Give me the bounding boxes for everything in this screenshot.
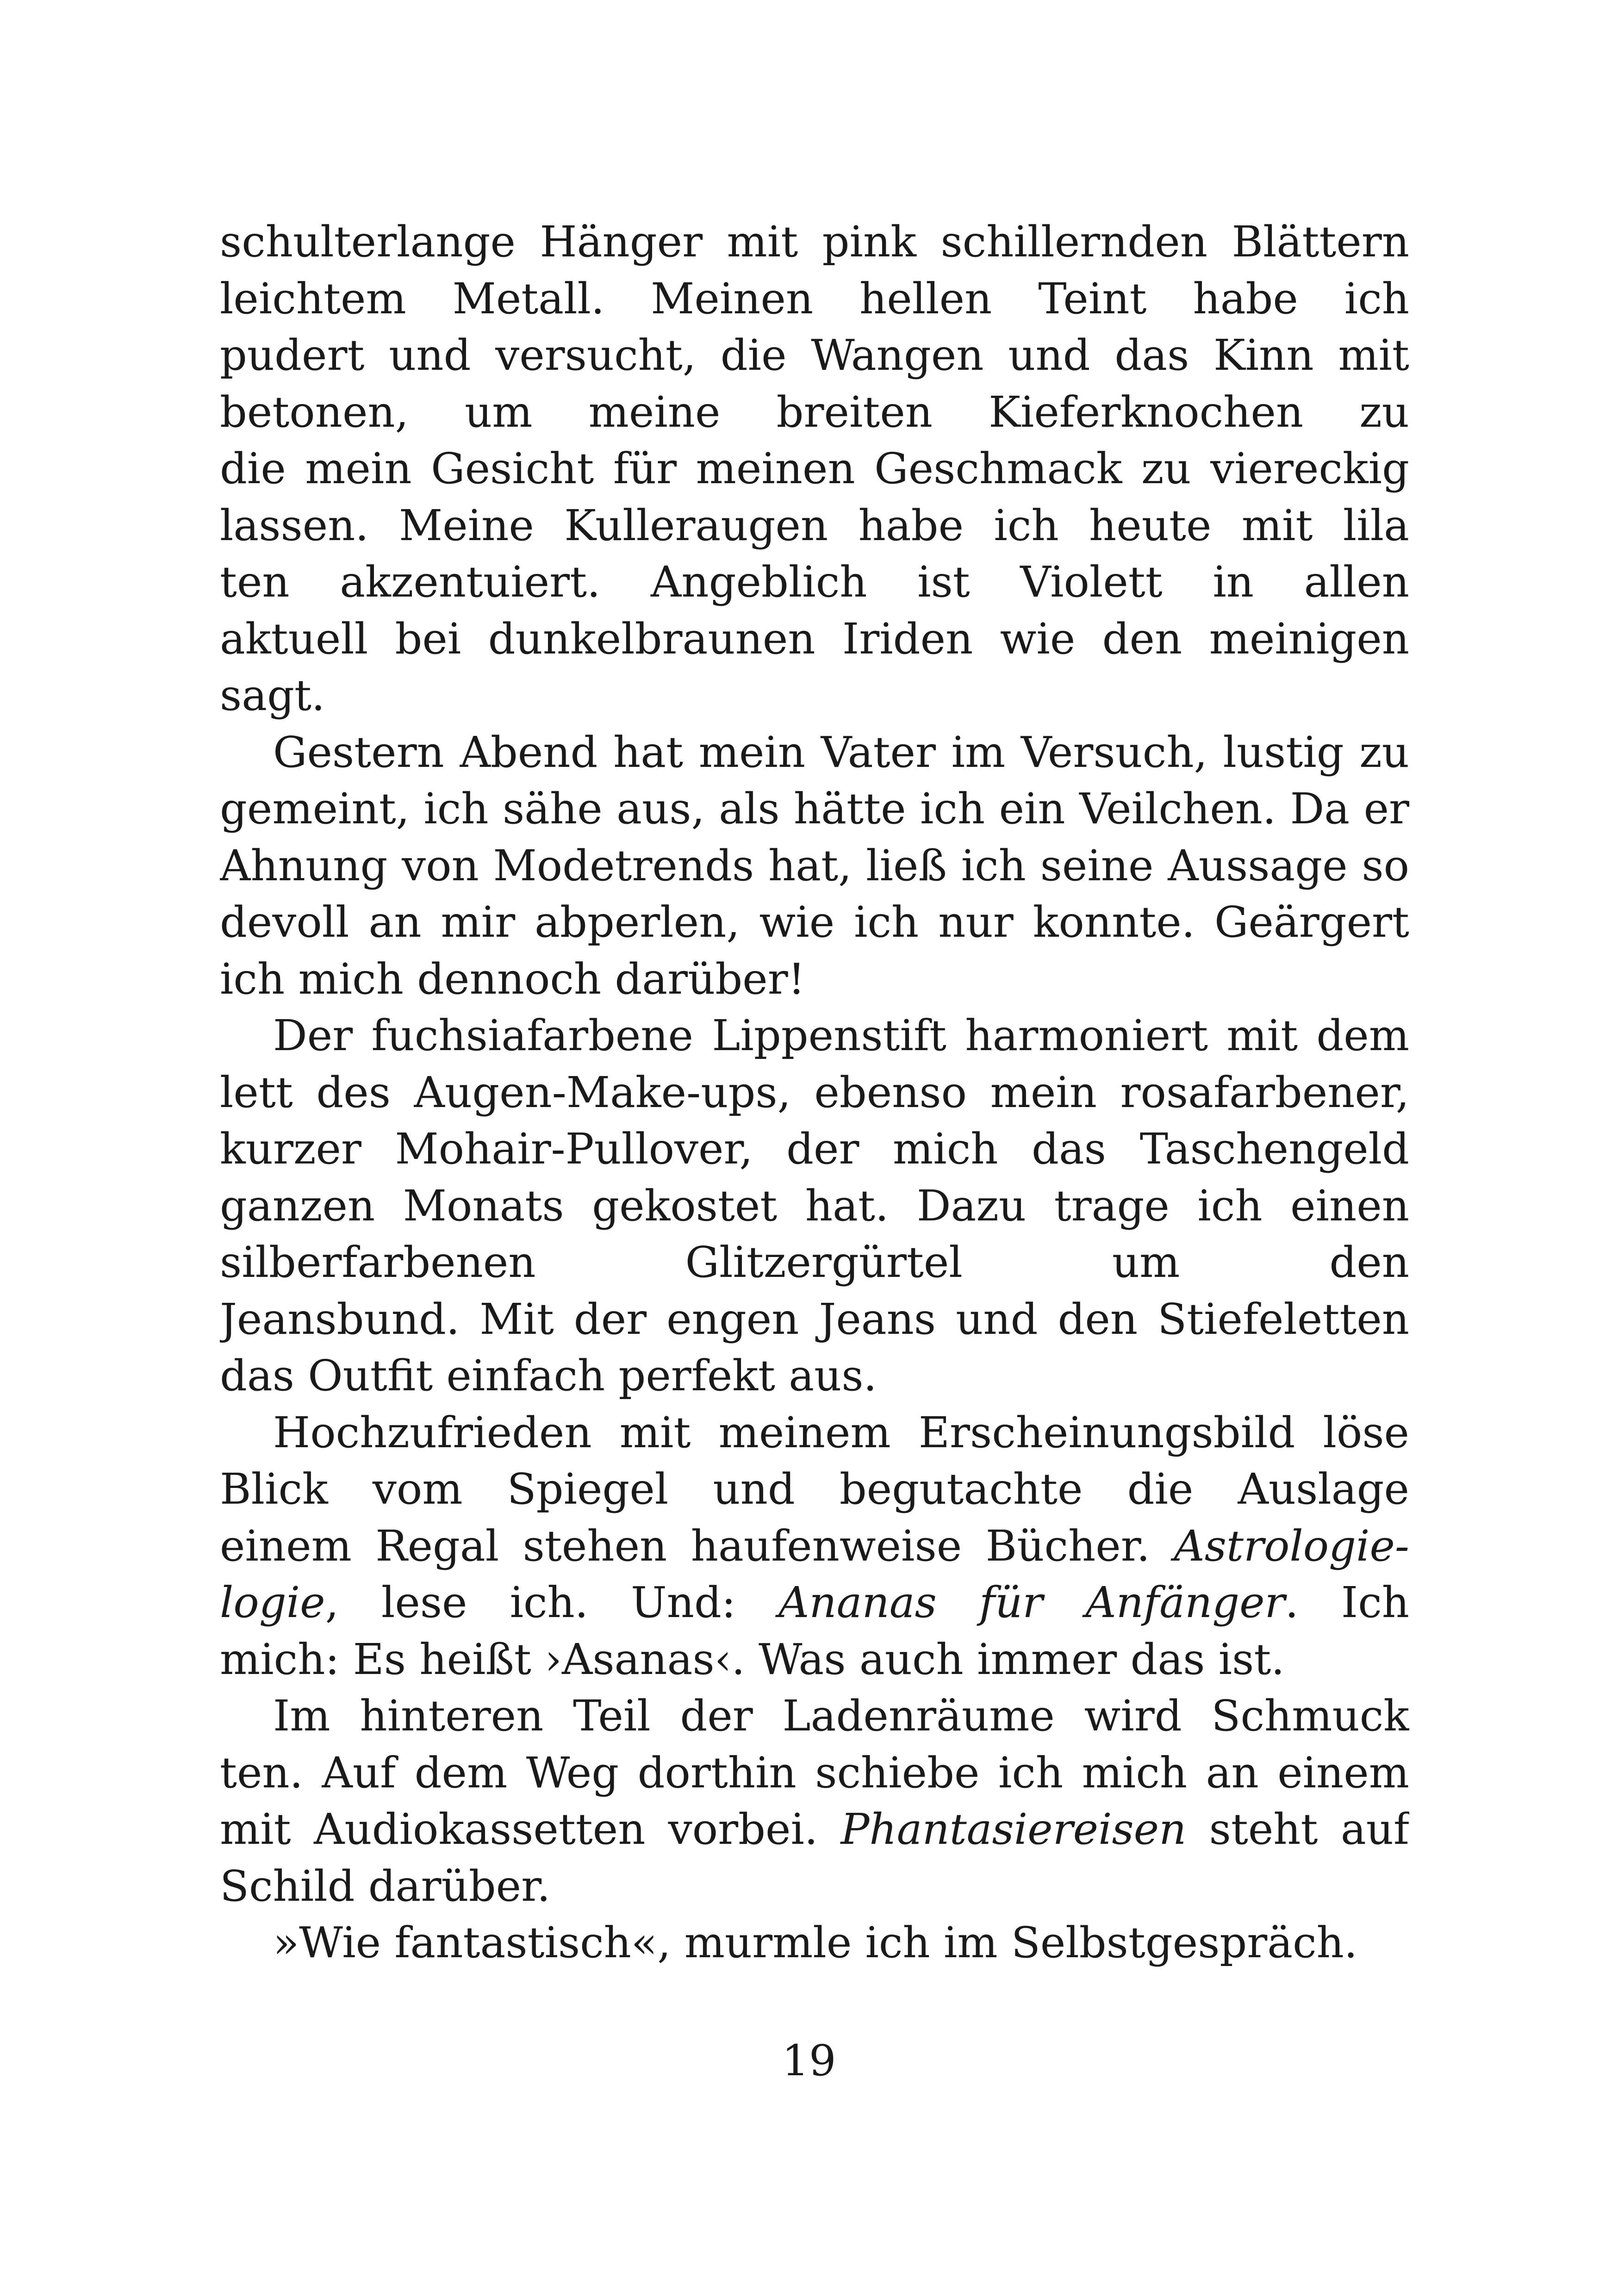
- text-line: sagt.: [220, 671, 325, 720]
- text-line: betonen, um meine breiten Kieferknochen zu: [220, 387, 1409, 437]
- text-line: ten akzentuiert. Angeblich ist Violett in allen: [220, 557, 1409, 607]
- text-line: Im hinteren Teil der Ladenräume wird Schmuck: [273, 1691, 1409, 1741]
- text-line: kurzer Mohair-Pullover, der mich das Taschengeld: [220, 1124, 1409, 1174]
- text-line: aktuell bei dunkelbraunen Iriden wie den meinigen: [220, 614, 1409, 664]
- text-line: ganzen Monats gekostet hat. Dazu trage ich einen: [220, 1181, 1409, 1231]
- text-line: lett des Augen-Make-ups, ebenso mein rosafarbener,: [220, 1067, 1409, 1117]
- text-line: ich mich dennoch darüber!: [220, 954, 805, 1004]
- text-line: Hochzufrieden mit meinem Erscheinungsbild löse: [273, 1407, 1409, 1457]
- text-line: leichtem Metall. Meinen hellen Teint habe ich: [220, 274, 1409, 324]
- text-segment: . Ich: [1285, 1578, 1409, 1627]
- page-number: 19: [782, 2036, 836, 2085]
- body-text: [220, 214, 1409, 1972]
- cassette-title-italic: Phantasiereisen: [840, 1804, 1187, 1854]
- text-line: Ahnung von Modetrends hat, ließ ich seine Aussage so: [220, 840, 1409, 890]
- book-title-italic: Astrologie-: [1174, 1521, 1409, 1571]
- text-segment: einem Regal stehen haufenweise Bücher.: [220, 1521, 1174, 1571]
- text-line: Gestern Abend hat mein Vater im Versuch, lustig zu: [273, 727, 1409, 777]
- text-line: pudert und versucht, die Wangen und das Kinn mit: [220, 330, 1409, 380]
- text-line: mich: Es heißt ›Asanas‹. Was auch immer das ist.: [220, 1634, 1285, 1684]
- text-line: »Wie fantastisch«, murmle ich im Selbstgespräch.: [273, 1918, 1358, 1967]
- text-segment: steht auf: [1209, 1804, 1409, 1854]
- text-line: lassen. Meine Kulleraugen habe ich heute mit lila: [220, 500, 1409, 550]
- text-line: Jeansbund. Mit der engen Jeans und den Stiefeletten: [220, 1294, 1409, 1344]
- text-segment: mit Audiokassetten vorbei.: [220, 1804, 841, 1854]
- text-line: Der fuchsiafarbene Lippenstift harmoniert mit dem: [273, 1011, 1409, 1060]
- text-line: [220, 1801, 1409, 1858]
- text-line: [220, 1574, 1409, 1631]
- text-line: Schild darüber.: [220, 1861, 551, 1911]
- text-line: [220, 1518, 1409, 1575]
- text-line: das Outfit einfach perfekt aus.: [220, 1351, 877, 1400]
- text-segment: , lese ich. Und:: [325, 1578, 778, 1627]
- book-title-italic: Ananas für Anfänger: [778, 1578, 1285, 1627]
- text-line: Blick vom Spiegel und begutachte die Auslage: [220, 1464, 1409, 1514]
- text-line: ten. Auf dem Weg dorthin schiebe ich mich an einem: [220, 1748, 1409, 1798]
- text-line: devoll an mir abperlen, wie ich nur konnte. Geärgert: [220, 897, 1409, 947]
- text-line: silberfarbenen Glitzergürtel um den: [220, 1238, 1409, 1287]
- text-line: gemeint, ich sähe aus, als hätte ich ein Veilchen. Da er: [220, 784, 1409, 834]
- text-line: schulterlange Hänger mit pink schillernden Blättern: [220, 217, 1409, 267]
- text-line: die mein Gesicht für meinen Geschmack zu viereckig: [220, 444, 1409, 493]
- book-title-italic: logie: [220, 1578, 325, 1627]
